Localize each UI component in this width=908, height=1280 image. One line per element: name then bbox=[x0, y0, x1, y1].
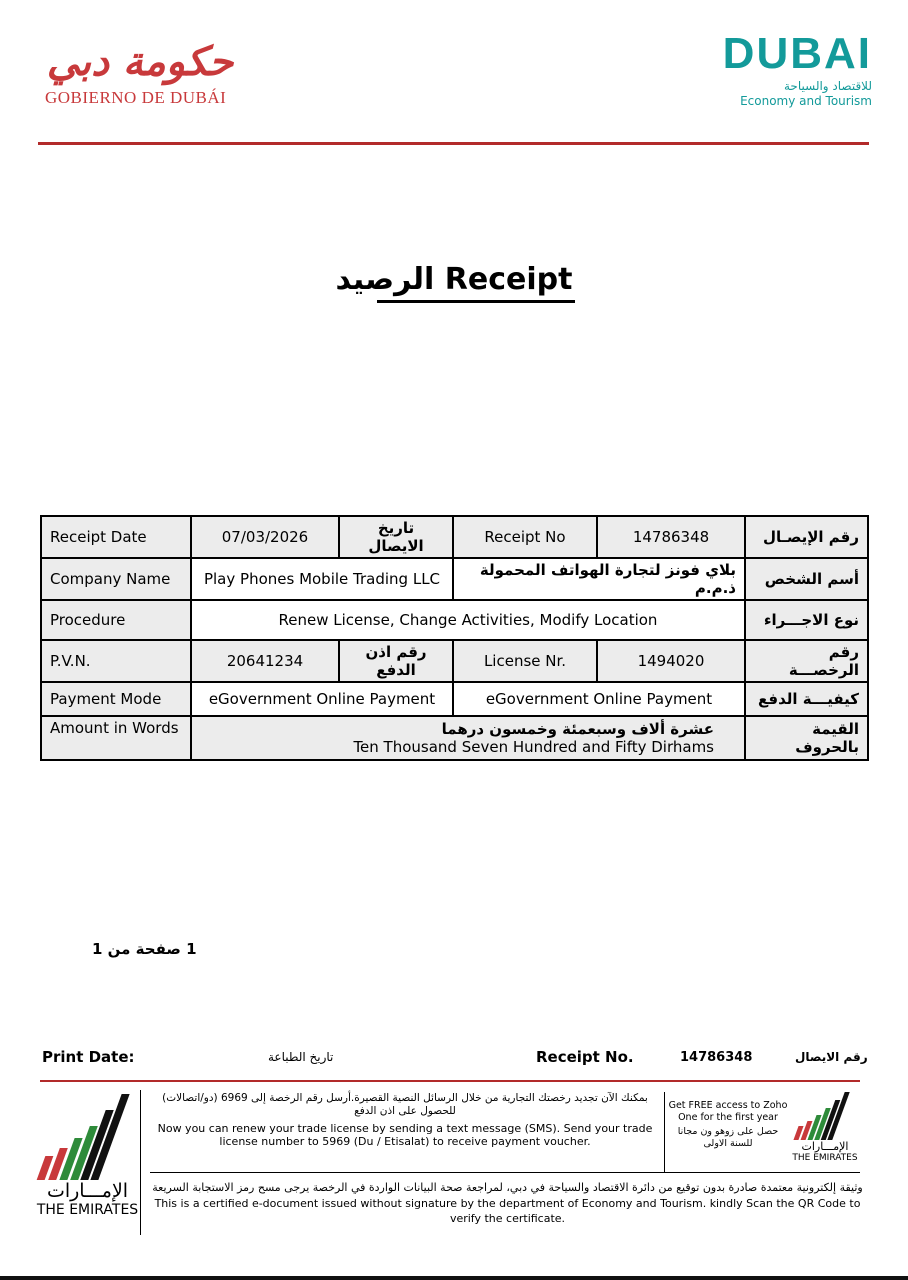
amount-words-english: Ten Thousand Seven Hundred and Fifty Dirhams bbox=[353, 738, 714, 756]
company-name-label-arabic: أسم الشخص bbox=[745, 558, 868, 600]
pvn-value: 20641234 bbox=[191, 640, 339, 682]
footer-vertical-divider bbox=[140, 1090, 141, 1235]
sms-notice-arabic: بمكنك الآن تجديد رخصتك التجارية من خلال الرسائل النصية القصيرة.أرسل رقم الرخصة إلى 6969 (دو/اتصالات) للحصول على اذن الدفع bbox=[162, 1092, 648, 1117]
receipt-date-label: Receipt Date bbox=[41, 516, 191, 558]
the-emirates-logo bbox=[35, 1090, 140, 1218]
payment-mode-value: eGovernment Online Payment bbox=[191, 682, 453, 716]
table-row bbox=[41, 516, 868, 558]
print-date-arabic: تاريخ الطباعة bbox=[268, 1050, 334, 1064]
receipt-table bbox=[40, 515, 869, 761]
receipt-date-arabic: تاريخ الايصال bbox=[339, 516, 453, 558]
footer-divider bbox=[40, 1080, 860, 1082]
certification-notice bbox=[145, 1180, 870, 1226]
company-name-arabic: بلاي فونز لتجارة الهواتف المحمولة ذ.م.م bbox=[453, 558, 745, 600]
footer-receipt-no-arabic: رقم الايصال bbox=[795, 1050, 868, 1064]
dubai-wordmark: DUBAI bbox=[722, 29, 872, 78]
emirates-arabic: الإمـــارات bbox=[46, 1180, 129, 1202]
government-of-dubai-logo bbox=[45, 38, 245, 108]
zoho-offer bbox=[668, 1100, 788, 1150]
procedure-value: Renew License, Change Activities, Modify Location bbox=[191, 600, 745, 640]
the-emirates-logo-small bbox=[790, 1090, 860, 1163]
footer-receipt-no-label: Receipt No. bbox=[536, 1048, 634, 1066]
certification-arabic: وثيقة إلكترونية معتمدة صادرة بدون توقيع من دائرة الاقتصاد والسياحة في دبي، لمراجعة صحة البيانات الواردة في الرخصة يرجى مسح رمز الاستجابة السريعة bbox=[152, 1181, 863, 1194]
receipt-no-label: Receipt No bbox=[453, 516, 597, 558]
page-number: 1 صفحة من 1 bbox=[92, 940, 197, 958]
company-name-label: Company Name bbox=[41, 558, 191, 600]
emirates-english: THE EMIRATES bbox=[36, 1202, 139, 1218]
emirates-bars-icon bbox=[790, 1090, 860, 1140]
page-title: الرصيد Receipt bbox=[335, 262, 573, 297]
table-row bbox=[41, 716, 868, 760]
dubai-economy-tourism-logo bbox=[722, 30, 872, 108]
company-name-english: Play Phones Mobile Trading LLC bbox=[191, 558, 453, 600]
procedure-label: Procedure bbox=[41, 600, 191, 640]
emirates-arabic-small: الإمـــارات bbox=[801, 1140, 849, 1153]
payment-mode-label-arabic: كيفيـــة الدفع bbox=[745, 682, 868, 716]
payment-mode-label: Payment Mode bbox=[41, 682, 191, 716]
table-row bbox=[41, 682, 868, 716]
zoho-offer-arabic: حصل على زوهو ون مجانا للسنة الاولى bbox=[677, 1126, 779, 1149]
license-label-arabic: رقم الرخصـــة bbox=[745, 640, 868, 682]
emirates-english-small: THE EMIRATES bbox=[792, 1153, 858, 1163]
print-date-label: Print Date: bbox=[42, 1048, 135, 1066]
license-value: 1494020 bbox=[597, 640, 745, 682]
procedure-label-arabic: نوع الاجـــراء bbox=[745, 600, 868, 640]
table-row bbox=[41, 558, 868, 600]
receipt-date-value: 07/03/2026 bbox=[191, 516, 339, 558]
dubai-logo-arabic: للاقتصاد والسياحة bbox=[783, 79, 872, 93]
receipt-no-arabic: رقم الإيصـال bbox=[745, 516, 868, 558]
footer-receipt-no-value: 14786348 bbox=[680, 1050, 753, 1065]
zoho-offer-english: Get FREE access to Zoho One for the first year bbox=[668, 1100, 788, 1123]
footer-vertical-divider bbox=[664, 1092, 665, 1172]
title-underline bbox=[377, 300, 575, 303]
sms-notice-english: Now you can renew your trade license by sending a text message (SMS). Send your trade license number to 5969 (Du / Etisalat) to receive payment voucher. bbox=[157, 1122, 653, 1148]
table-row bbox=[41, 600, 868, 640]
license-label: License Nr. bbox=[453, 640, 597, 682]
gov-logo-arabic: حكومة دبي bbox=[46, 38, 234, 85]
footer-horizontal-divider bbox=[150, 1172, 860, 1173]
payment-mode-value-2: eGovernment Online Payment bbox=[453, 682, 745, 716]
page-bottom-edge bbox=[0, 1276, 908, 1280]
receipt-no-value: 14786348 bbox=[597, 516, 745, 558]
amount-words-label: Amount in Words bbox=[41, 716, 191, 760]
dubai-logo-english: Economy and Tourism bbox=[740, 94, 872, 108]
amount-words-value bbox=[191, 716, 745, 760]
table-row bbox=[41, 640, 868, 682]
certification-english: This is a certified e-document issued without signature by the department of Economy and Tourism. kindly Scan the QR Code to verify the certificate. bbox=[154, 1197, 861, 1225]
pvn-label: P.V.N. bbox=[41, 640, 191, 682]
amount-words-label-arabic: القيمة بالحروف bbox=[745, 716, 868, 760]
emirates-bars-icon bbox=[35, 1090, 140, 1180]
sms-renewal-notice bbox=[150, 1092, 660, 1148]
pvn-arabic: رقم اذن الدفع bbox=[339, 640, 453, 682]
gov-logo-name: GOBIERNO DE DUBÁI bbox=[45, 88, 227, 107]
amount-words-arabic: عشرة ألاف وسبعمئة وخمسون درهما bbox=[441, 720, 714, 738]
header-divider bbox=[38, 142, 869, 145]
